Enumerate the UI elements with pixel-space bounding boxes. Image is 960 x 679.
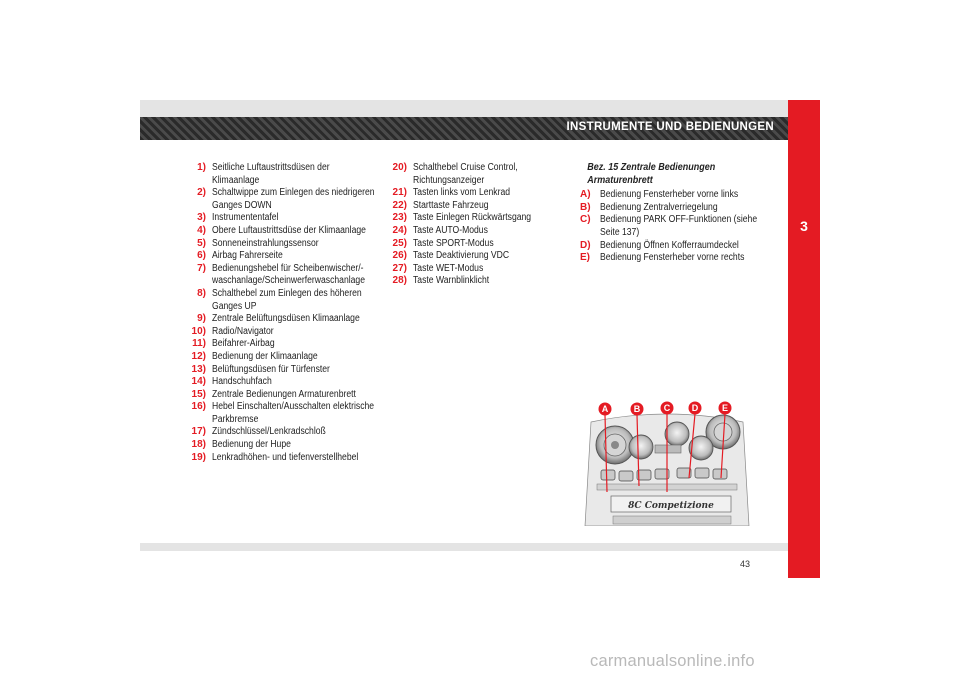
callout-label: E xyxy=(721,403,729,414)
legend-item-line: Taste AUTO-Modus xyxy=(413,224,488,236)
legend-item-text xyxy=(600,202,746,215)
watermark: carmanualsonline.info xyxy=(590,652,755,670)
legend-item-text xyxy=(413,212,540,225)
legend-item-line: Taste Warnblinklicht xyxy=(413,275,490,287)
legend-item-text xyxy=(413,263,540,276)
legend-item-number: 25) xyxy=(392,237,407,249)
legend-item-line: Bedienung Fensterheber vorne rechts xyxy=(600,252,745,264)
legend-item-line: waschanlage/Scheinwerferwaschanlage xyxy=(212,275,365,287)
legend-item-text xyxy=(212,389,356,402)
legend-item-text xyxy=(212,439,356,452)
legend-item-line: Schaltwippe zum Einlegen des niedrigeren xyxy=(212,187,375,199)
legend-item-line: Seitliche Luftaustrittsdüsen der xyxy=(212,162,330,173)
legend-item-line: Parkbremse xyxy=(212,413,259,425)
legend-item-number: 10) xyxy=(191,325,206,337)
legend-item xyxy=(180,389,380,402)
legend-item xyxy=(381,200,561,213)
legend-item xyxy=(180,326,380,339)
legend-item-text xyxy=(212,326,356,339)
legend-item-line: Bedienung Fensterheber vorne links xyxy=(600,189,739,201)
legend-item xyxy=(381,225,561,238)
legend-item-line: Hebel Einschalten/Ausschalten elektrische xyxy=(212,401,375,413)
vent-left xyxy=(596,426,634,464)
legend-item-number: 15) xyxy=(191,388,206,400)
legend-item xyxy=(180,401,380,426)
legend-item-number: 18) xyxy=(191,439,206,451)
legend-item-number: 6) xyxy=(197,250,206,262)
legend-item xyxy=(180,364,380,377)
legend-item-number: C) xyxy=(580,214,591,226)
legend-item-text xyxy=(413,162,540,187)
legend-item-text xyxy=(212,452,358,465)
legend-item-number: 28) xyxy=(392,275,407,287)
legend-item-text xyxy=(212,187,375,212)
legend-item-line: Bedienung der Klimaanlage xyxy=(212,350,318,362)
legend-item xyxy=(180,376,380,389)
legend-item xyxy=(381,187,561,200)
legend-item xyxy=(180,238,380,251)
legend-item-line: Starttaste Fahrzeug xyxy=(413,199,489,211)
legend-item-text xyxy=(212,250,356,263)
legend-item-number: 4) xyxy=(197,224,206,236)
legend-item-number: 11) xyxy=(192,338,206,350)
legend-item-line: Zentrale Belüftungsdüsen Klimaanlage xyxy=(212,313,360,325)
legend-item xyxy=(381,238,561,251)
legend-item xyxy=(180,263,380,288)
legend-item-line: Taste SPORT-Modus xyxy=(413,237,494,249)
legend-item-text xyxy=(212,263,365,288)
legend-item xyxy=(180,162,380,187)
legend-item-text xyxy=(212,376,356,389)
legend-item-text xyxy=(413,187,540,200)
footer-band xyxy=(140,543,788,551)
legend-item-line: Schalthebel Cruise Control, xyxy=(413,162,518,173)
legend-item-text xyxy=(212,225,366,238)
legend-item-text xyxy=(413,238,540,251)
legend-item xyxy=(180,187,380,212)
legend-item-line: Ganges UP xyxy=(212,300,257,312)
legend-item xyxy=(580,202,770,215)
legend-item xyxy=(180,212,380,225)
model-plate-text: 8C Competizione xyxy=(628,501,714,511)
legend-item-number: 19) xyxy=(191,451,206,463)
legend-item-number: 2) xyxy=(197,187,206,199)
figure-heading xyxy=(580,162,751,187)
legend-item-line: Bedienungshebel für Scheibenwischer/- xyxy=(212,262,364,274)
legend-item-text xyxy=(413,225,540,238)
legend-item-line: Lenkradhöhen- und tiefenverstellhebel xyxy=(212,451,359,463)
figure-heading-line: Bez. 15 Zentrale Bedienungen xyxy=(587,162,716,173)
climate-knob-center xyxy=(665,422,689,446)
legend-item-text xyxy=(413,250,540,263)
legend-item-number: 26) xyxy=(392,250,407,262)
legend-item-number: 20) xyxy=(392,162,407,173)
legend-item-text xyxy=(212,338,356,351)
legend-item-text xyxy=(212,401,374,426)
legend-item-line: Seite 137) xyxy=(600,226,640,238)
legend-item-line: Belüftungsdüsen für Türfenster xyxy=(212,363,330,375)
legend-item-text xyxy=(212,351,356,364)
legend-item-line: Taste Deaktivierung VDC xyxy=(413,250,510,262)
callout-label: D xyxy=(691,403,699,414)
legend-item-line: Radio/Navigator xyxy=(212,325,274,337)
legend-item-text xyxy=(600,252,746,265)
legend-column-1 xyxy=(180,162,380,464)
legend-item xyxy=(381,275,561,288)
legend-item xyxy=(381,162,561,187)
legend-item-text xyxy=(600,214,757,239)
legend-item-number: D) xyxy=(580,239,591,251)
legend-item-line: Taste WET-Modus xyxy=(413,262,484,274)
legend-item-text xyxy=(212,238,356,251)
legend-item xyxy=(381,212,561,225)
legend-item-number: 9) xyxy=(197,313,206,325)
callout-label: B xyxy=(633,404,641,415)
legend-item-line: Airbag Fahrerseite xyxy=(212,250,283,262)
legend-item-number: 3) xyxy=(197,212,206,224)
legend-item-line: Obere Luftaustrittsdüse der Klimaanlage xyxy=(212,224,366,236)
legend-item-text xyxy=(212,162,356,187)
legend-item-number: 14) xyxy=(191,376,206,388)
center-console-photo xyxy=(583,400,751,526)
legend-item-line: Richtungsanzeiger xyxy=(413,174,485,186)
legend-item-number: A) xyxy=(580,189,591,201)
header-top-band xyxy=(140,100,788,117)
legend-item-line: Beifahrer-Airbag xyxy=(212,338,275,350)
legend-item-line: Zentrale Bedienungen Armaturenbrett xyxy=(212,388,356,400)
legend-item-text xyxy=(600,189,746,202)
legend-item-number: 22) xyxy=(392,199,407,211)
legend-item-line: Tasten links vom Lenkrad xyxy=(413,187,511,199)
figure-heading-line: Armaturenbrett xyxy=(587,174,653,186)
legend-item-number: 5) xyxy=(197,237,206,249)
legend-item-number: 16) xyxy=(191,401,206,413)
legend-item-line: Klimaanlage xyxy=(212,174,260,186)
legend-item-text xyxy=(600,240,746,253)
legend-item-text xyxy=(212,364,356,377)
section-title: INSTRUMENTE UND BEDIENUNGEN xyxy=(566,121,774,133)
legend-item xyxy=(580,189,770,202)
legend-item xyxy=(180,313,380,326)
legend-item-line: Sonneneinstrahlungssensor xyxy=(212,237,319,249)
legend-item xyxy=(180,338,380,351)
legend-item xyxy=(381,250,561,263)
legend-item-line: Bedienung Öffnen Kofferraumdeckel xyxy=(600,239,739,251)
legend-item-number: 17) xyxy=(191,426,206,438)
legend-item xyxy=(180,288,380,313)
legend-item-line: Taste Einlegen Rückwärtsgang xyxy=(413,212,532,224)
chapter-number: 3 xyxy=(800,218,808,234)
legend-item-text xyxy=(212,426,356,439)
legend-item-line: Bedienung Zentralverriegelung xyxy=(600,201,718,213)
legend-column-3 xyxy=(580,162,770,265)
callout-label: C xyxy=(663,403,671,414)
legend-item xyxy=(180,351,380,364)
header-bar xyxy=(140,117,788,140)
legend-item-text xyxy=(212,288,362,313)
legend-item-text xyxy=(413,275,540,288)
legend-item-number: 8) xyxy=(197,287,206,299)
chapter-tab[interactable] xyxy=(788,100,820,578)
legend-item xyxy=(180,452,380,465)
legend-item xyxy=(580,252,770,265)
legend-item xyxy=(180,225,380,238)
legend-item xyxy=(381,263,561,276)
legend-item-line: Bedienung der Hupe xyxy=(212,439,291,451)
legend-item-number: 23) xyxy=(392,212,407,224)
climate-knob-left xyxy=(629,435,653,459)
legend-item-line: Handschuhfach xyxy=(212,376,272,388)
legend-item-line: Bedienung PARK OFF-Funktionen (siehe xyxy=(600,214,758,226)
legend-item-number: 1) xyxy=(197,162,206,173)
legend-item xyxy=(580,240,770,253)
legend-column-2 xyxy=(381,162,561,288)
legend-item-text xyxy=(212,313,360,326)
legend-item-number: 27) xyxy=(392,262,407,274)
page-number: 43 xyxy=(740,559,751,569)
legend-item-line: Ganges DOWN xyxy=(212,199,272,211)
climate-display xyxy=(655,445,681,453)
legend-item-line: Schalthebel zum Einlegen des höheren xyxy=(212,287,362,299)
legend-item-number: E) xyxy=(580,252,590,264)
legend-item xyxy=(180,250,380,263)
figure-legend-list xyxy=(580,189,770,265)
legend-item-number: 13) xyxy=(191,363,206,375)
legend-item-number: 7) xyxy=(197,262,206,274)
legend-item-number: 24) xyxy=(392,224,407,236)
legend-item-number: 12) xyxy=(191,350,206,362)
legend-item-number: 21) xyxy=(392,187,407,199)
legend-item-text xyxy=(212,212,356,225)
legend-item xyxy=(180,439,380,452)
legend-item-number: B) xyxy=(580,201,591,213)
legend-item xyxy=(180,426,380,439)
legend-item-line: Zündschlüssel/Lenkradschloß xyxy=(212,426,326,438)
callout-label: A xyxy=(601,404,609,415)
legend-item-line: Instrumententafel xyxy=(212,212,279,224)
legend-item xyxy=(580,214,770,239)
legend-item-text xyxy=(413,200,540,213)
